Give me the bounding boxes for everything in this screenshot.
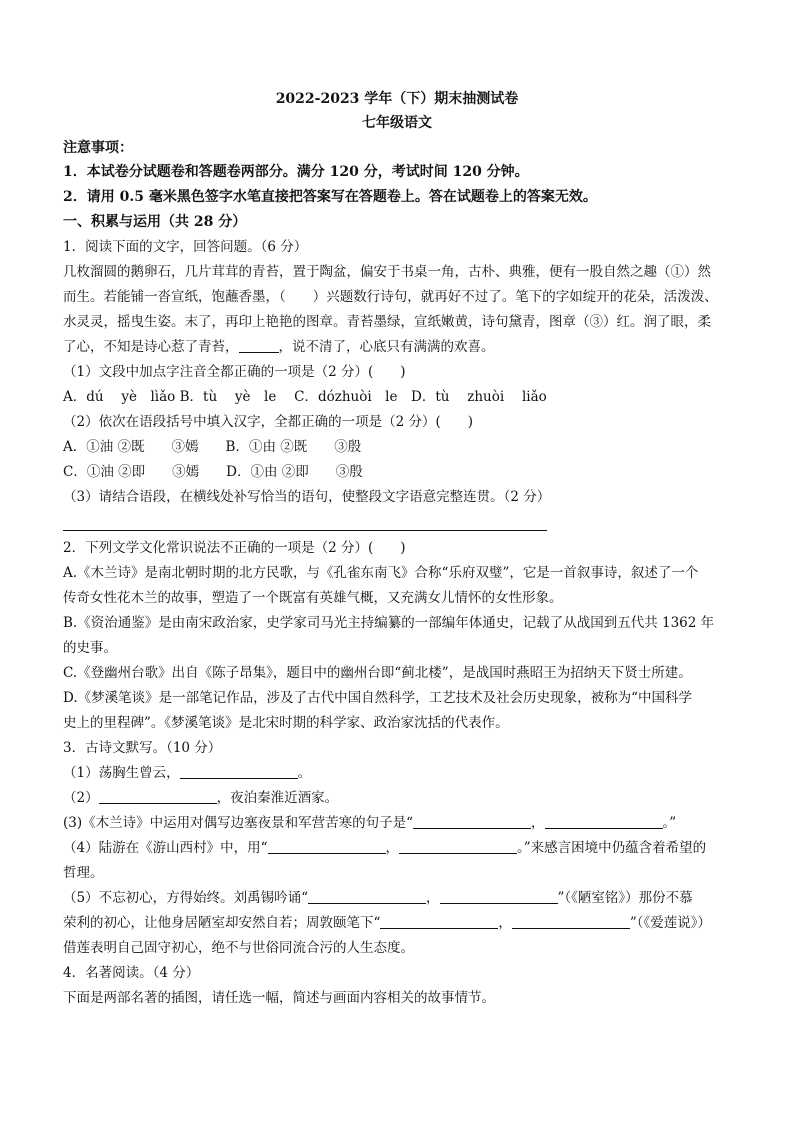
section-1-heading: 一、积累与运用（共 28 分） — [63, 214, 247, 230]
q2-option-d-line-2: 史上的里程碑”。《梦溪笔谈》是北宋时期的科学家、政治家沈括的代表作。 — [63, 715, 509, 731]
q3-item-5-end-2: ”（《爱莲说》） — [629, 915, 712, 931]
q3-item-1-end: 。 — [297, 765, 312, 781]
answer-blank[interactable] — [545, 814, 663, 829]
q1-passage-line-1: 几枚溜圆的鹅卵石，几片茸茸的青苔，置于陶盆，偏安于书桌一角，古朴、典雅，便有一股自然之趣（①）然 — [63, 264, 711, 280]
answer-blank[interactable] — [399, 839, 517, 854]
q3-item-3-text: (3)《木兰诗》中运用对偶写边塞夜景和军营苦寒的句子是“ — [63, 815, 414, 831]
answer-blank[interactable] — [268, 839, 386, 854]
q3-item-5-text-2: 荣利的初心，让他身居陋室却安然自若；周敦颐笔下“ — [63, 915, 381, 931]
q2-option-b-line-1: B.《资治通鉴》是由南宋政治家，史学家司马光主持编纂的一部编年体通史，记载了从战国到五代共 1362 年 — [63, 615, 715, 631]
answer-blank[interactable] — [99, 789, 217, 804]
q1-sub2-options-ab: A．①油 ②既 ③嫣 B．①由 ②既 ③殷 — [63, 439, 362, 455]
q3-item-4-sep: ， — [385, 840, 399, 856]
q1-sub2-options-cd: C．①油 ②即 ③嫣 D．①由 ②即 ③殷 — [63, 464, 363, 480]
q1-passage-line-3: 水灵灵，摇曳生姿。末了，再印上艳艳的图章。青苔墨绿，宣纸嫩黄，诗句黛青，图章（③）红。润了眼，柔 — [63, 314, 711, 330]
q2-option-b-line-2: 的史事。 — [63, 640, 117, 656]
q3-item-5-sep: ， — [426, 890, 440, 906]
q1-passage-line-4 — [63, 336, 743, 358]
q4-stem: 4．名著阅读。（4 分） — [63, 965, 200, 981]
notice-item-1: 1．本试卷分试题卷和答题卷两部分。满分 120 分，考试时间 120 分钟。 — [63, 164, 529, 180]
notice-item-2: 2．请用 0.5 毫米黑色签字水笔直接把答案写在答题卷上。答在试题卷上的答案无效。 — [63, 189, 597, 205]
answer-blank[interactable] — [413, 814, 531, 829]
answer-line[interactable] — [63, 530, 547, 531]
q1-sub2: （2）依次在语段括号中填入汉字，全都正确的一项是（2 分）( ) — [63, 414, 474, 430]
q2-option-a-line-1: A.《木兰诗》是南北朝时期的北方民歌，与《孔雀东南飞》合称“乐府双璧”，它是一首叙事诗，叙述了一个 — [63, 565, 699, 581]
answer-blank[interactable] — [308, 889, 426, 904]
q3-item-4-end: 。”来感言困境中仍蕴含着希望的 — [517, 840, 707, 856]
q3-item-2-end: ，夜泊秦淮近酒家。 — [216, 790, 339, 806]
q3-item-5 — [63, 887, 743, 909]
q4-text: 下面是两部名著的插图，请任选一幅，简述与画面内容相关的故事情节。 — [63, 990, 495, 1006]
exam-subtitle: 七年级语文 — [362, 115, 432, 131]
answer-blank[interactable] — [239, 338, 279, 353]
q2-option-c: C.《登幽州台歌》出自《陈子昂集》，题目中的幽州台即“蓟北楼”，是战国时燕昭王为招纳天下贤士所建。 — [63, 665, 692, 681]
q3-item-5-text: （5）不忘初心，方得始终。刘禹锡吟诵“ — [63, 890, 308, 906]
q3-item-1 — [63, 762, 743, 784]
q3-item-3 — [63, 812, 743, 834]
q3-item-1-text: （1）荡胸生曾云， — [63, 765, 180, 781]
q3-item-3-end: 。” — [662, 815, 677, 831]
q3-item-5-sep-2: ， — [498, 915, 512, 931]
q3-item-4-text: （4）陆游在《游山西村》中，用“ — [63, 840, 268, 856]
q3-stem: 3．古诗文默写。（10 分） — [63, 740, 222, 756]
q3-item-5-line-2 — [63, 912, 743, 934]
answer-blank[interactable] — [380, 914, 498, 929]
answer-blank[interactable] — [512, 914, 630, 929]
q3-item-2-text: （2） — [63, 790, 99, 806]
answer-blank[interactable] — [180, 764, 298, 779]
answer-blank[interactable] — [440, 889, 558, 904]
q1-passage-line-4-end: ，说不清了，心底只有满满的欢喜。 — [278, 339, 495, 355]
exam-title: 2022-2023 学年（下）期末抽测试卷 — [275, 91, 519, 107]
q3-item-5-line-3: 借莲表明自己固守初心，绝不与世俗同流合污的人生态度。 — [63, 940, 414, 956]
q1-sub1: （1）文段中加点字注音全都正确的一项是（2 分）( ) — [63, 364, 406, 380]
q3-item-4 — [63, 837, 743, 859]
q1-stem: 1．阅读下面的文字，回答问题。（6 分） — [63, 239, 308, 255]
q1-passage-line-2: 而生。若能铺一沓宣纸，饱蘸香墨，（ ）兴题数行诗句，就再好不过了。笔下的字如绽开的花朵，活泼泼、 — [63, 289, 718, 305]
q2-stem: 2．下列文学文化常识说法不正确的一项是（2 分）( ) — [63, 540, 406, 556]
q3-item-4-cont: 哲理。 — [63, 865, 104, 881]
q1-sub1-options: A．dú yè lìǎo B．tù yè le C．dózhuòi le D．tù zhuòi liǎo — [63, 389, 547, 405]
q2-option-d-line-1: D.《梦溪笔谈》是一部笔记作品，涉及了古代中国自然科学，工艺技术及社会历史现象，被称为“中国科学 — [63, 690, 693, 706]
q3-item-3-sep: ， — [531, 815, 545, 831]
q2-option-a-line-2: 传奇女性花木兰的故事，塑造了一个既富有英雄气概，又充满女儿情怀的女性形象。 — [63, 590, 563, 606]
q1-passage-line-4-start: 了心，不知是诗心惹了青苔， — [63, 339, 239, 355]
q3-item-2 — [63, 787, 743, 809]
q1-sub3: （3）请结合语段，在横线处补写恰当的语句，使整段文字语意完整连贯。（2 分） — [63, 489, 551, 505]
q3-item-5-end: ”（《陋室铭》）那份不慕 — [557, 890, 693, 906]
notice-heading: 注意事项： — [63, 140, 133, 156]
